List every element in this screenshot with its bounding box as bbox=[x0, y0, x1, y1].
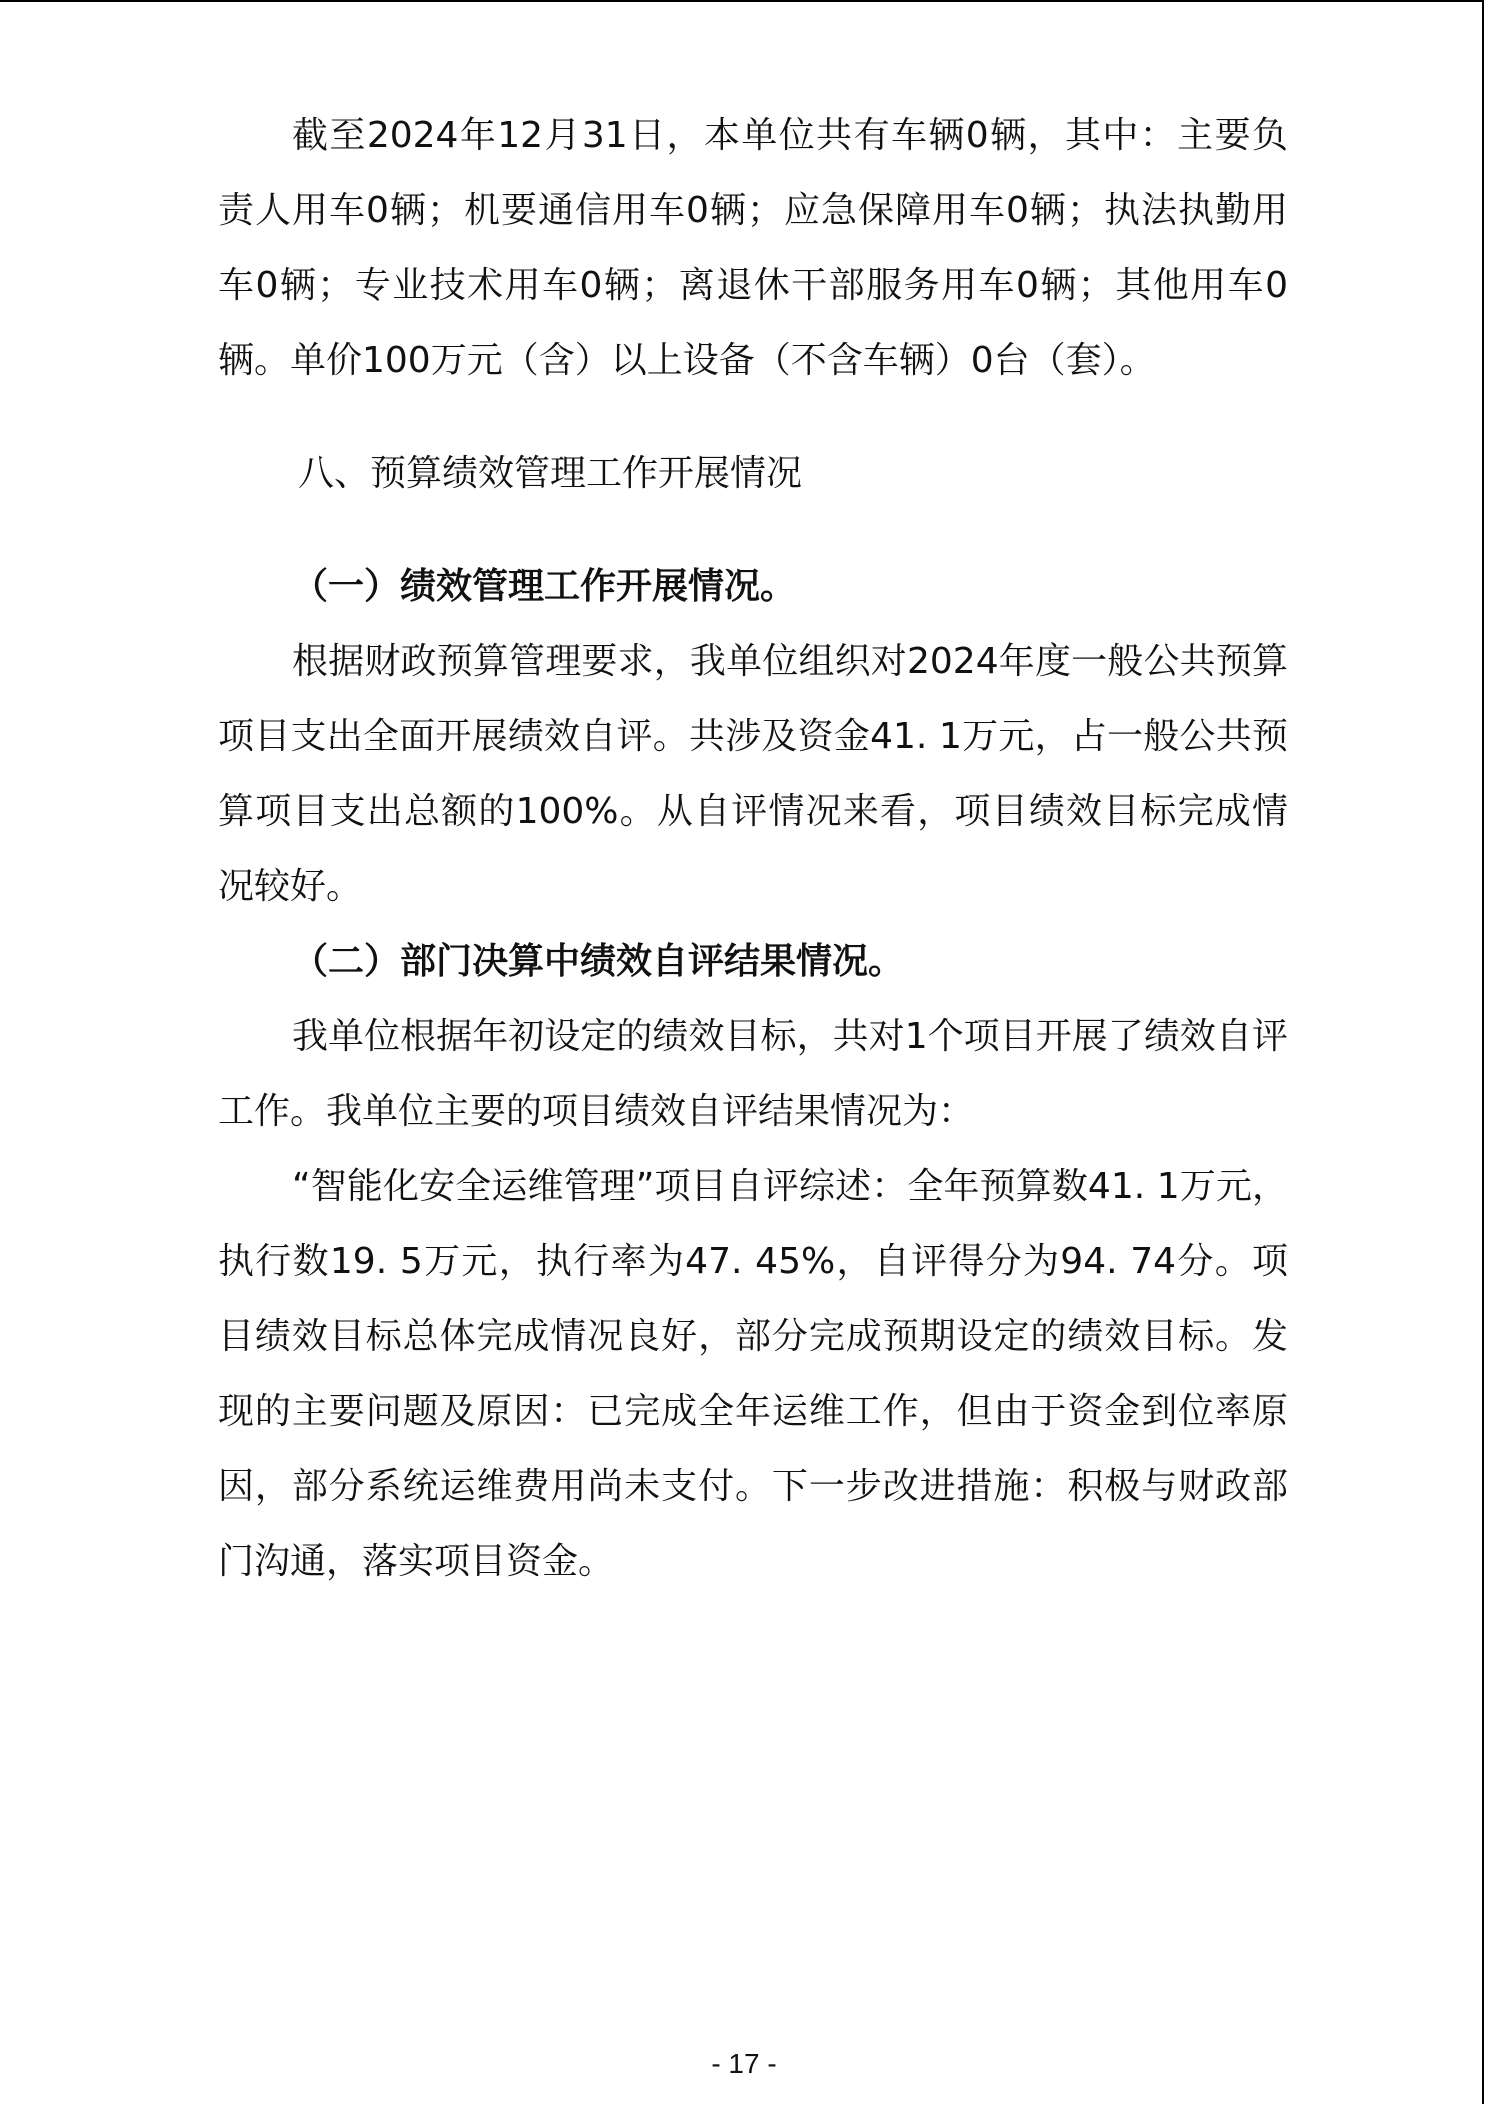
page-number: - 17 - bbox=[711, 2048, 777, 2079]
paragraph-project-count: 我单位根据年初设定的绩效目标，共对1个项目开展了绩效自评工作。我单位主要的项目绩效自评结果情况为： bbox=[218, 1016, 1288, 1132]
paragraph-vehicles: 截至2024年12月31日，本单位共有车辆0辆，其中：主要负责人用车0辆；机要通信用车0辆；应急保障用车0辆；执法执勤用车0辆；专业技术用车0辆；离退休干部服务用车0辆；其他用车0辆。单价100万元（含）以上设备（不含车辆）0台（套）。 bbox=[218, 115, 1288, 381]
section-heading-budget-performance: 八、预算绩效管理工作开展情况 bbox=[298, 453, 803, 494]
paragraph-self-evaluation-scope: 根据财政预算管理要求，我单位组织对2024年度一般公共预算项目支出全面开展绩效自评。共涉及资金41. 1万元，占一般公共预算项目支出总额的100%。从自评情况来看，项目绩效目标完成情况较好。 bbox=[218, 641, 1288, 907]
document-body bbox=[218, 98, 1288, 1599]
paragraph-project-summary: “智能化安全运维管理”项目自评综述：全年预算数41. 1万元，执行数19. 5万元，执行率为47. 45%，自评得分为94. 74分。项目绩效目标总体完成情况良好，部分完成预期设定的绩效目标。发现的主要问题及原因：已完成全年运维工作，但由于资金到位率原因，部分系统运维费用尚未支付。下一步改进措施：积极与财政部门沟通，落实项目资金。 bbox=[218, 1166, 1288, 1582]
subheading-performance-management: （一）绩效管理工作开展情况。 bbox=[292, 566, 797, 607]
subheading-self-evaluation-results: （二）部门决算中绩效自评结果情况。 bbox=[292, 941, 905, 982]
